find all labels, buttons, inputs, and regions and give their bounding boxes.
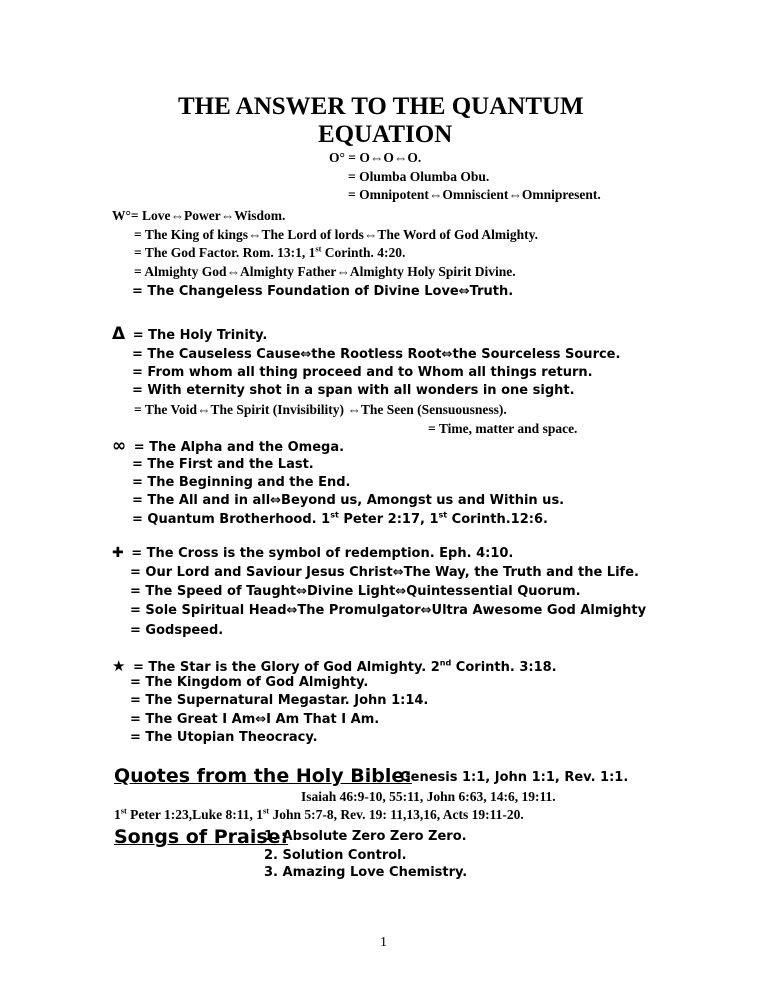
trinity-line-1: Δ = The Holy Trinity. (112, 324, 268, 344)
o-line-2: = Olumba Olumba Obu. (348, 169, 490, 184)
quotes-line-3: 1st Peter 1:23,Luke 8:11, 1st John 5:7-8, Rev. 19: 11,13,16, Acts 19:11-20. (114, 806, 524, 822)
o-line-1: O° = O⇔O⇔O. (329, 150, 422, 165)
quotes-line-2: Isaiah 46:9-10, 55:11, John 6:63, 14:6, 19:11. (301, 789, 556, 804)
quotes-heading: Quotes from the Holy Bible: (114, 765, 412, 787)
cross-line-5: = Godspeed. (130, 623, 224, 638)
cross-line-3: = The Speed of Taught⇔Divine Light⇔Quintessential Quorum. (130, 584, 581, 599)
trinity-line-5: = The Void⇔The Spirit (Invisibility) ⇔The Seen (Sensuousness). (134, 402, 507, 417)
star-icon: ★ (112, 657, 126, 675)
song-2: 2. Solution Control. (264, 848, 407, 863)
w-line-2: = The King of kings⇔The Lord of lords⇔The Word of God Almighty. (134, 227, 539, 242)
cross-line-4: = Sole Spiritual Head⇔The Promulgator⇔Ultra Awesome God Almighty (130, 603, 647, 618)
cross-icon: ✚ (112, 545, 124, 561)
trinity-line-4: = With eternity shot in a span with all wonders in one sight. (132, 383, 575, 398)
o-line-3: = Omnipotent⇔Omniscient⇔Omnipresent. (348, 187, 601, 202)
w-line-3: = The God Factor. Rom. 13:1, 1st Corinth. 4:20. (134, 244, 406, 260)
alpha-line-5: = Quantum Brotherhood. 1st Peter 2:17, 1st Corinth.12:6. (132, 510, 548, 527)
songs-heading: Songs of Praise: (114, 826, 289, 848)
w-line-5: = The Changeless Foundation of Divine Love⇔Truth. (132, 284, 514, 299)
quotes-line-1: Genesis 1:1, John 1:1, Rev. 1:1. (400, 770, 629, 785)
title-line-2: EQUATION (318, 121, 453, 148)
w-line-1: W°= Love⇔Power⇔Wisdom. (112, 208, 286, 223)
alpha-line-2: = The First and the Last. (132, 457, 314, 472)
star-line-5: = The Utopian Theocracy. (130, 730, 318, 745)
trinity-line-6: = Time, matter and space. (428, 421, 578, 436)
alpha-line-4: = The All and in all⇔Beyond us, Amongst us and Within us. (132, 493, 565, 508)
triangle-icon: Δ (112, 324, 126, 344)
page-number: 1 (380, 935, 387, 950)
cross-line-2: = Our Lord and Saviour Jesus Christ⇔The Way, the Truth and the Life. (130, 565, 639, 580)
star-line-1: ★ = The Star is the Glory of God Almighty. 2nd Corinth. 3:18. (112, 657, 557, 675)
alpha-line-3: = The Beginning and the End. (132, 475, 351, 490)
song-1: 1. Absolute Zero Zero Zero. (264, 829, 467, 844)
song-3: 3. Amazing Love Chemistry. (264, 865, 468, 880)
star-line-2: = The Kingdom of God Almighty. (130, 675, 369, 690)
star-line-4: = The Great I Am⇔I Am That I Am. (130, 712, 380, 727)
infinity-icon: ∞ (112, 436, 127, 456)
w-line-4: = Almighty God⇔Almighty Father⇔Almighty Holy Spirit Divine. (134, 264, 516, 279)
cross-line-1: ✚ = The Cross is the symbol of redemption. Eph. 4:10. (112, 545, 514, 561)
trinity-line-3: = From whom all thing proceed and to Whom all things return. (132, 365, 593, 380)
star-line-3: = The Supernatural Megastar. John 1:14. (130, 693, 429, 708)
trinity-line-2: = The Causeless Cause⇔the Rootless Root⇔the Sourceless Source. (132, 347, 621, 362)
title-line-1: THE ANSWER TO THE QUANTUM (178, 93, 584, 120)
alpha-line-1: ∞ = The Alpha and the Omega. (112, 436, 345, 456)
